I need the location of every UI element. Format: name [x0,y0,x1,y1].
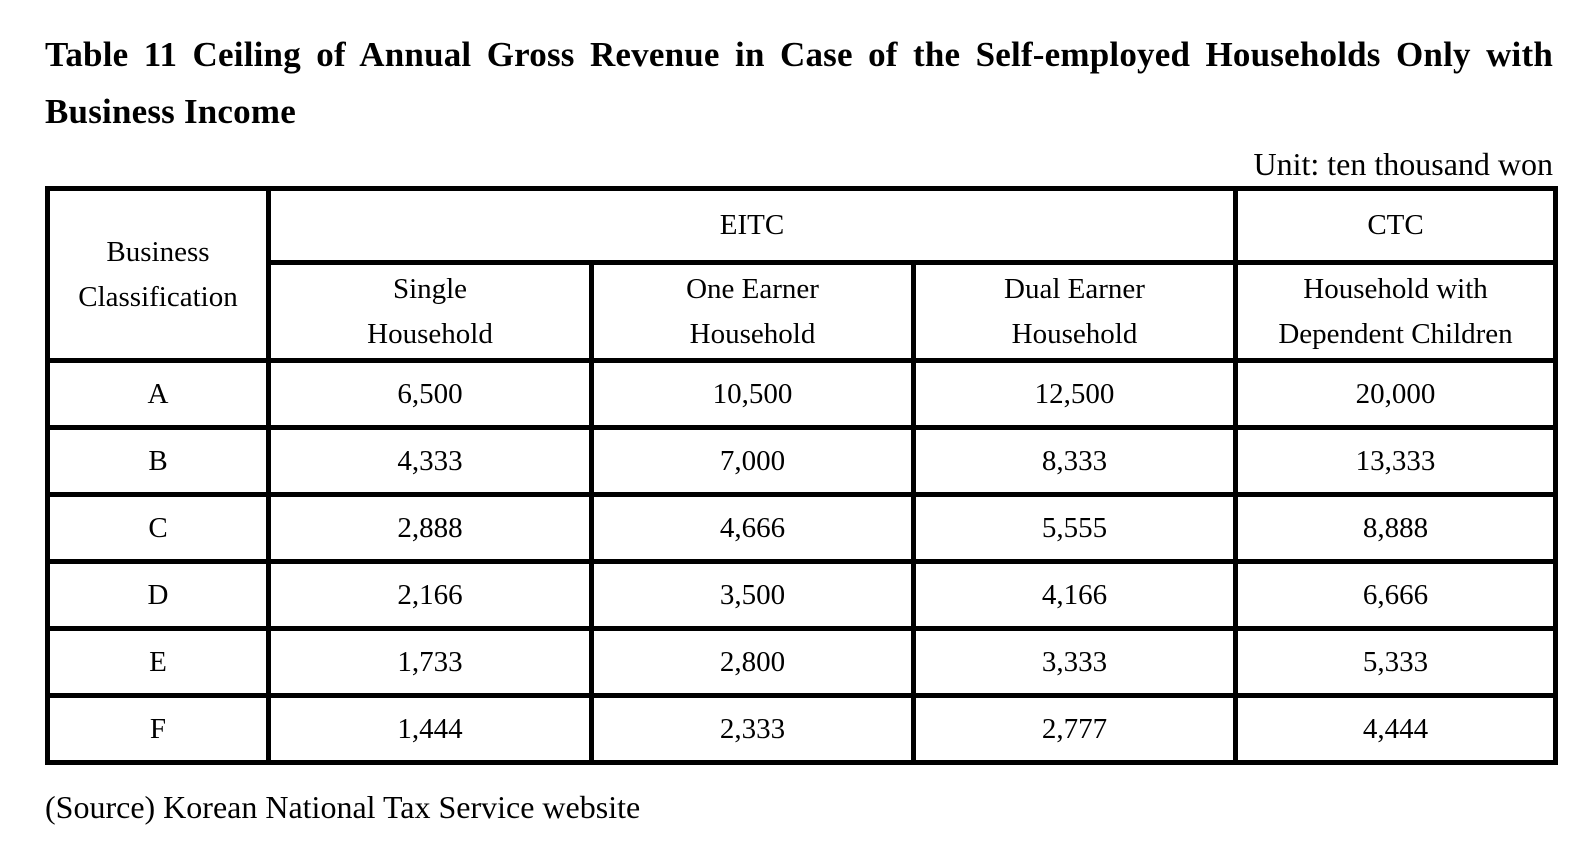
corner-header-line2: Classification [78,280,238,313]
corner-header-business-classification [48,189,269,361]
corner-header-line1: Business [106,235,210,268]
cell-single-household: 6,500 [269,361,592,428]
cell-single-household: 1,444 [269,696,592,763]
source-note: (Source) Korean National Tax Service website [45,789,641,825]
table-row-a [48,361,1556,428]
row-label: A [48,361,269,428]
column-header-line: Dependent Children [1278,317,1513,350]
column-header-one-earner-household [592,263,914,361]
cell-single-household: 4,333 [269,428,592,495]
table-row-c [48,495,1556,562]
cell-ctc: 6,666 [1236,562,1556,629]
table-row-e [48,629,1556,696]
cell-one-earner: 10,500 [592,361,914,428]
table-title-line2: Business Income [45,92,296,131]
cell-single-household: 1,733 [269,629,592,696]
cell-ctc: 20,000 [1236,361,1556,428]
row-label: F [48,696,269,763]
table-row-f [48,696,1556,763]
group-header-ctc: CTC [1236,189,1556,263]
column-header-single-household [269,263,592,361]
table-title-line1: Table 11 Ceiling of Annual Gross Revenue in Case of the Self-employed Households Only with [45,35,1553,74]
cell-single-household: 2,166 [269,562,592,629]
cell-ctc: 5,333 [1236,629,1556,696]
row-label: E [48,629,269,696]
row-label: B [48,428,269,495]
cell-dual-earner: 12,500 [914,361,1236,428]
column-header-household-dependent-children [1236,263,1556,361]
column-header-dual-earner-household [914,263,1236,361]
cell-ctc: 4,444 [1236,696,1556,763]
cell-dual-earner: 8,333 [914,428,1236,495]
cell-ctc: 13,333 [1236,428,1556,495]
table-row-b [48,428,1556,495]
row-label: D [48,562,269,629]
column-header-line: One Earner [686,272,819,305]
table-title [45,26,1553,140]
unit-label: Unit: ten thousand won [1253,146,1553,182]
column-header-line: Household [1011,317,1138,350]
row-label: C [48,495,269,562]
cell-one-earner: 2,333 [592,696,914,763]
cell-dual-earner: 2,777 [914,696,1236,763]
column-header-line: Dual Earner [1004,272,1145,305]
cell-one-earner: 3,500 [592,562,914,629]
column-header-line: Household with [1303,272,1488,305]
cell-one-earner: 4,666 [592,495,914,562]
column-header-line: Household [689,317,816,350]
cell-dual-earner: 4,166 [914,562,1236,629]
column-header-line: Single [392,272,468,305]
column-header-line: Household [367,317,493,350]
cell-dual-earner: 5,555 [914,495,1236,562]
cell-ctc: 8,888 [1236,495,1556,562]
cell-one-earner: 2,800 [592,629,914,696]
group-header-eitc: EITC [269,189,1236,263]
cell-one-earner: 7,000 [592,428,914,495]
cell-dual-earner: 3,333 [914,629,1236,696]
table-row-d [48,562,1556,629]
revenue-ceiling-table [45,186,1558,765]
cell-single-household: 2,888 [269,495,592,562]
